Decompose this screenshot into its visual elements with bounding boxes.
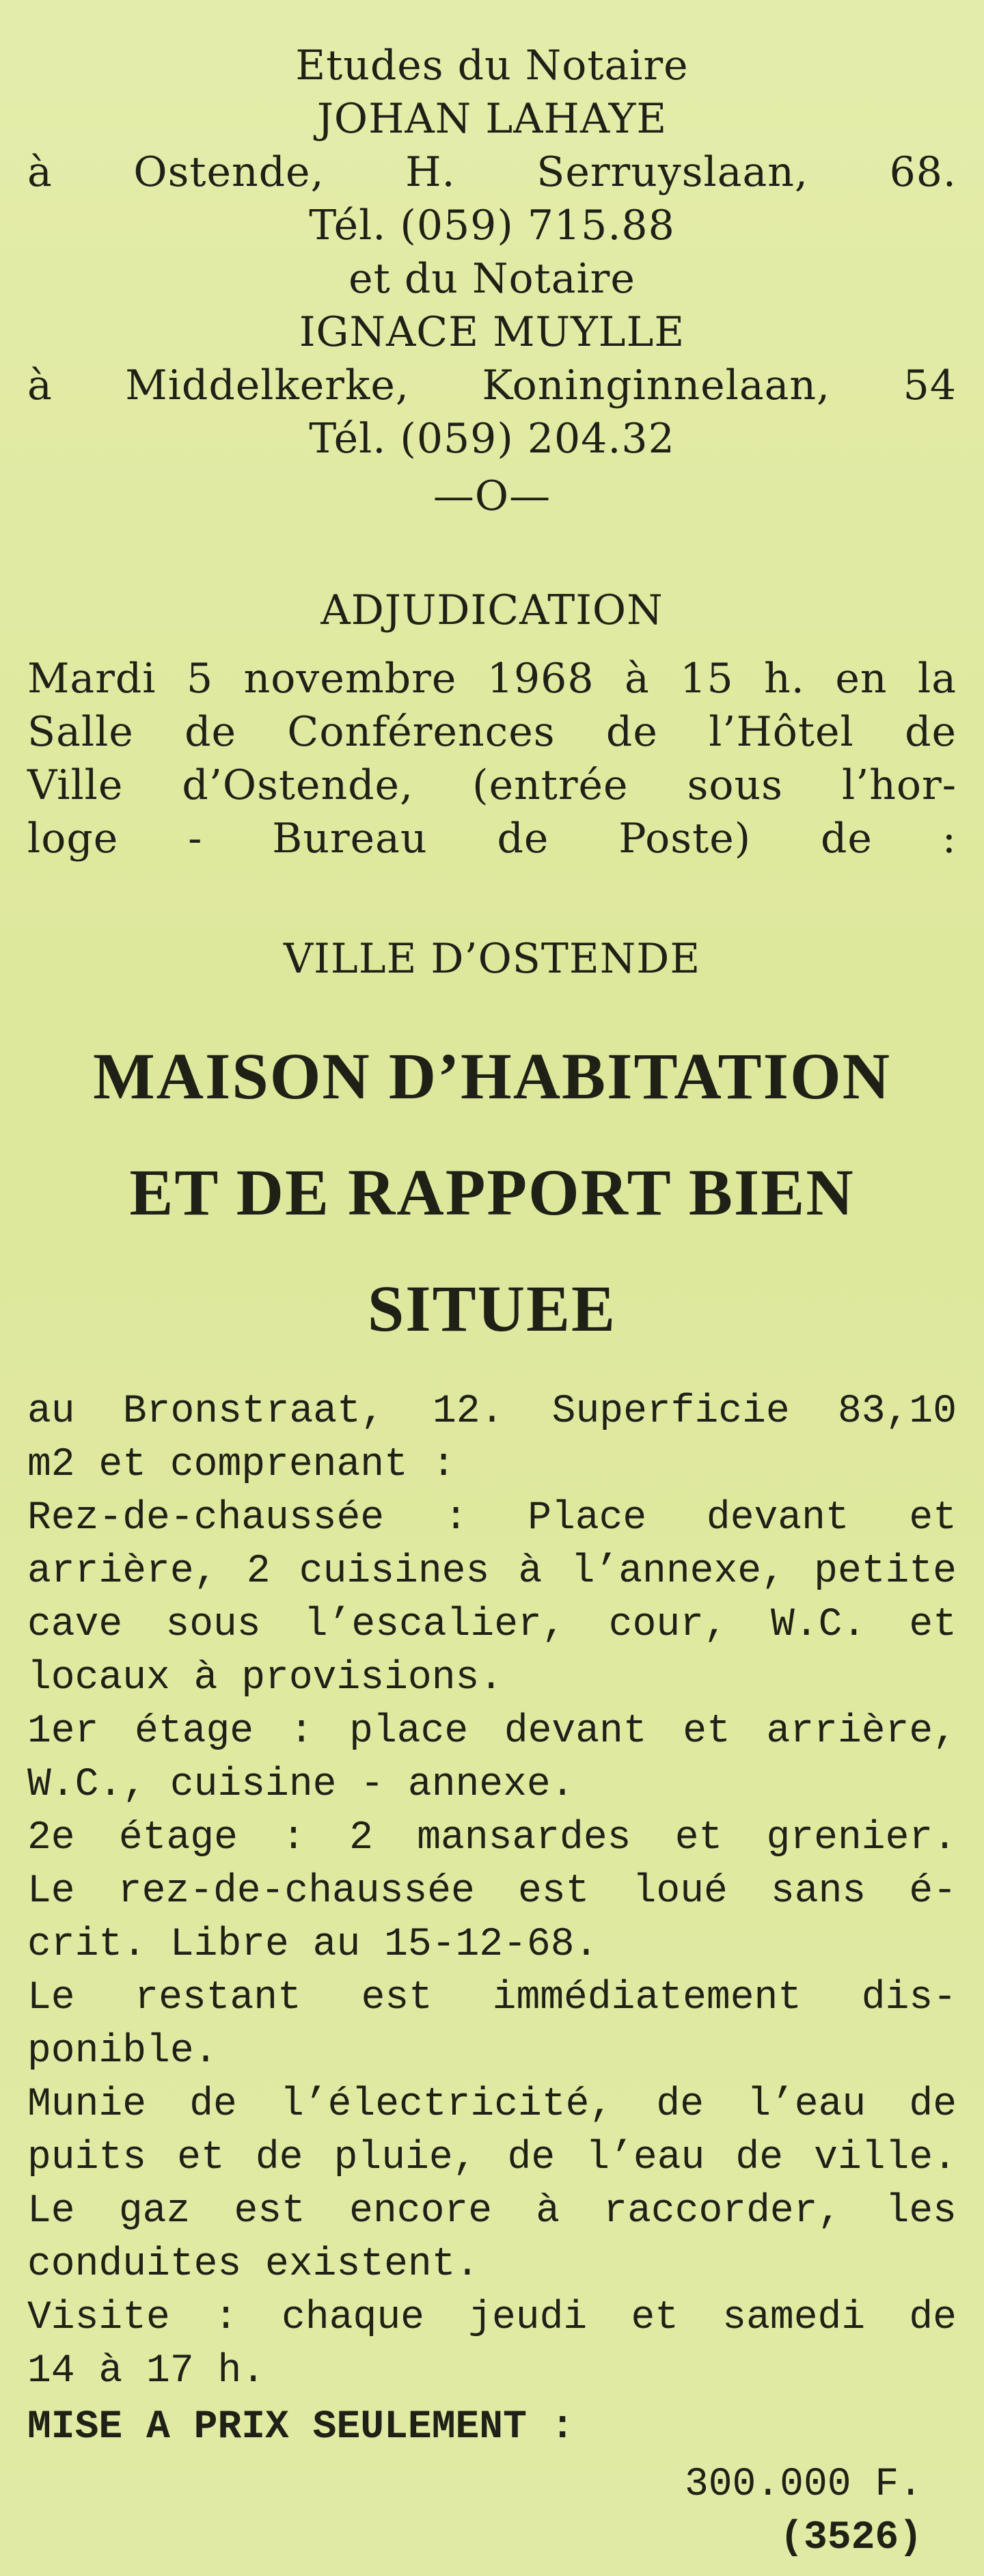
body-line: Le gaz est encore à raccorder, les <box>27 2189 957 2234</box>
price-reference: (3526) <box>780 2516 922 2560</box>
adjudication-line: loge - Bureau de Poste) de : <box>27 815 957 863</box>
header-line-etudes: Etudes du Notaire <box>295 42 689 90</box>
body-line: m2 et comprenant : <box>27 1443 456 1487</box>
header-notary-2-address: à Middelkerke, Koninginnelaan, 54 <box>27 362 957 409</box>
header-separator: —O— <box>433 472 551 520</box>
headline-line: MAISON D’HABITATION <box>93 1040 891 1113</box>
body-line: Visite : chaque jeudi et samedi de <box>27 2296 957 2340</box>
body-line: puits et de pluie, de l’eau de ville. <box>27 2136 957 2180</box>
header-notary-2-name: IGNACE MUYLLE <box>299 308 685 356</box>
header-notary-1-name: JOHAN LAHAYE <box>316 95 668 143</box>
body-line: Le rez-de-chaussée est loué sans é- <box>27 1869 957 1914</box>
body-line: 2e étage : 2 mansardes et grenier. <box>27 1816 957 1860</box>
price-label: MISE A PRIX SEULEMENT : <box>27 2405 575 2450</box>
adjudication-title: ADJUDICATION <box>320 586 664 634</box>
body-line: 1er étage : place devant et arrière, <box>27 1709 957 1754</box>
adjudication-city: VILLE D’OSTENDE <box>283 935 701 983</box>
body-line: locaux à provisions. <box>27 1656 504 1700</box>
header-notary-2-phone: Tél. (059) 204.32 <box>309 415 675 463</box>
headline-line: SITUEE <box>367 1272 617 1345</box>
adjudication-line: Mardi 5 novembre 1968 à 15 h. en la <box>27 655 957 703</box>
header-line-et-du-notaire: et du Notaire <box>348 255 636 303</box>
body-line: au Bronstraat, 12. Superficie 83,10 <box>27 1389 957 1434</box>
body-line: Rez-de-chaussée : Place devant et <box>27 1496 957 1541</box>
body-line: ponible. <box>27 2029 218 2074</box>
body-line: 14 à 17 h. <box>27 2349 266 2394</box>
body-line: conduites existent. <box>27 2242 480 2287</box>
header-notary-1-phone: Tél. (059) 715.88 <box>309 202 675 249</box>
adjudication-line: Ville d’Ostende, (entrée sous l’hor- <box>27 761 957 809</box>
price-amount: 300.000 F. <box>684 2463 922 2507</box>
header-notary-1-address: à Ostende, H. Serruyslaan, 68. <box>27 148 957 196</box>
body-line: crit. Libre au 15-12-68. <box>27 1923 599 1967</box>
body-line: arrière, 2 cuisines à l’annexe, petite <box>27 1549 957 1594</box>
body-line: Munie de l’électricité, de l’eau de <box>27 2083 957 2127</box>
body-line: cave sous l’escalier, cour, W.C. et <box>27 1603 957 1647</box>
body-line: Le restant est immédiatement dis- <box>27 1976 957 2020</box>
adjudication-line: Salle de Conférences de l’Hôtel de <box>27 708 957 756</box>
headline-line: ET DE RAPPORT BIEN <box>129 1156 855 1229</box>
body-line: W.C., cuisine - annexe. <box>27 1763 575 1807</box>
